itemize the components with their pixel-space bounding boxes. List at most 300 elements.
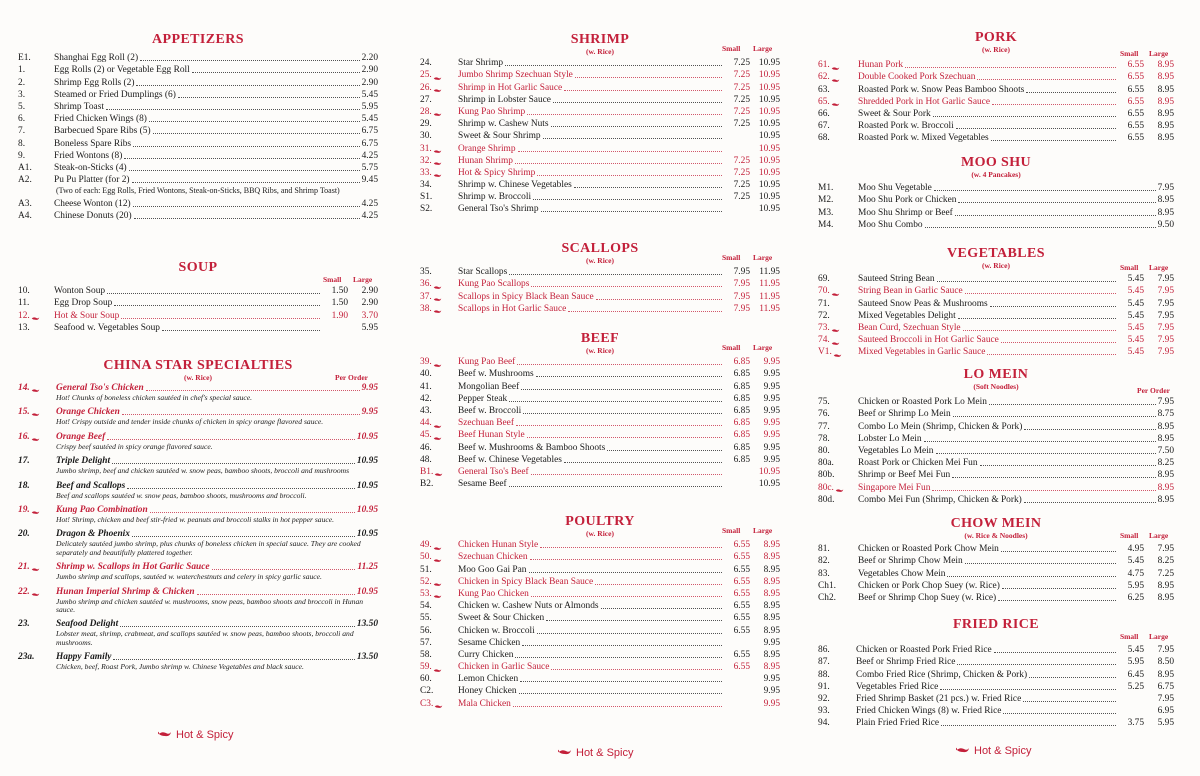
menu-item[interactable] bbox=[420, 588, 780, 600]
menu-item[interactable] bbox=[420, 94, 780, 106]
menu-item[interactable] bbox=[818, 96, 1174, 108]
item-description: Jumbo shrimp and scallops, sautéed w. waterchestnuts and celery in spicy garlic sauce. bbox=[56, 572, 322, 582]
item-number-text: 83. bbox=[818, 568, 830, 579]
large-price: 8.95 bbox=[1157, 108, 1174, 119]
pepper-icon bbox=[433, 73, 442, 78]
pepper-icon bbox=[31, 313, 40, 318]
small-price: 6.85 bbox=[733, 418, 750, 429]
menu-item[interactable] bbox=[818, 644, 1174, 656]
small-price: 7.25 bbox=[733, 180, 750, 191]
menu-item[interactable] bbox=[818, 693, 1174, 705]
section-title: CHINA STAR SPECIALTIES bbox=[103, 358, 293, 373]
sub-header bbox=[18, 373, 378, 383]
large-price: 7.95 bbox=[1157, 286, 1174, 297]
item-number bbox=[818, 59, 858, 71]
menu-item[interactable] bbox=[818, 457, 1174, 469]
menu-item[interactable] bbox=[818, 194, 1174, 206]
menu-item[interactable] bbox=[18, 89, 378, 101]
item-number bbox=[18, 310, 54, 322]
menu-item[interactable] bbox=[420, 303, 780, 315]
large-price: 10.95 bbox=[758, 180, 780, 191]
leader-dots bbox=[992, 104, 1116, 105]
item-price: 8.95 bbox=[1157, 195, 1174, 206]
large-price: 9.95 bbox=[763, 405, 780, 416]
item-number bbox=[420, 673, 458, 685]
leader-dots bbox=[947, 576, 1116, 577]
sub-header bbox=[420, 253, 780, 266]
specialty-item[interactable] bbox=[18, 505, 378, 524]
item-number-text: 3. bbox=[18, 89, 26, 100]
item-number-text: 87. bbox=[818, 657, 830, 668]
large-price: 9.95 bbox=[763, 686, 780, 697]
small-price: 6.85 bbox=[733, 369, 750, 380]
item-number-text: 1. bbox=[18, 65, 26, 76]
menu-item[interactable] bbox=[18, 113, 378, 125]
leader-dots bbox=[1029, 677, 1116, 678]
item-number-text: 61. bbox=[818, 60, 830, 71]
item-description: Hot! Shrimp, chicken and beef stir-fried w. peanuts and broccoli stalks in hot pepper sauce. bbox=[56, 515, 335, 525]
item-number bbox=[818, 207, 858, 219]
specialty-item[interactable] bbox=[18, 383, 378, 402]
menu-item[interactable] bbox=[818, 219, 1174, 231]
menu-item[interactable] bbox=[818, 580, 1174, 592]
item-name: Seafood Delight bbox=[56, 619, 119, 630]
menu-item[interactable] bbox=[818, 681, 1174, 693]
pepper-icon bbox=[433, 543, 442, 548]
menu-item[interactable] bbox=[818, 396, 1174, 408]
menu-item[interactable] bbox=[420, 563, 780, 575]
menu-item[interactable] bbox=[818, 555, 1174, 567]
item-number-text: 25. bbox=[420, 70, 432, 81]
menu-item[interactable] bbox=[420, 612, 780, 624]
small-header: Small bbox=[323, 275, 342, 284]
item-number-text: 42. bbox=[420, 393, 432, 404]
item-number-text: 41. bbox=[420, 381, 432, 392]
pepper-icon bbox=[831, 63, 840, 68]
section-subtitle: (w. Rice) bbox=[982, 45, 1010, 54]
menu-item[interactable] bbox=[18, 64, 378, 76]
item-number bbox=[818, 120, 858, 132]
menu-item[interactable] bbox=[818, 346, 1174, 358]
menu-item[interactable] bbox=[18, 76, 378, 88]
item-number bbox=[420, 368, 458, 380]
leader-dots bbox=[537, 175, 722, 176]
item-price: 9.45 bbox=[361, 175, 378, 186]
item-number-text: 38. bbox=[420, 303, 432, 314]
large-price: 10.95 bbox=[758, 466, 780, 477]
leader-dots bbox=[965, 293, 1116, 294]
menu-item[interactable] bbox=[818, 182, 1174, 194]
item-number bbox=[818, 334, 858, 346]
menu-item[interactable] bbox=[818, 83, 1174, 95]
menu-item[interactable] bbox=[818, 71, 1174, 83]
menu-item[interactable] bbox=[420, 624, 780, 636]
specialty-item[interactable] bbox=[18, 529, 378, 557]
menu-item[interactable] bbox=[420, 368, 780, 380]
leader-dots bbox=[1023, 701, 1116, 702]
menu-item[interactable] bbox=[818, 120, 1174, 132]
item-name: Combo Lo Mein (Shrimp, Chicken & Pork) bbox=[858, 421, 1023, 432]
leader-dots bbox=[941, 725, 1116, 726]
item-list bbox=[420, 266, 780, 315]
menu-item[interactable] bbox=[420, 697, 780, 709]
item-number-text: 92. bbox=[818, 693, 830, 704]
item-number-text: 20. bbox=[18, 529, 30, 540]
leader-dots bbox=[958, 202, 1155, 203]
item-name: Star Scallops bbox=[458, 267, 508, 278]
item-number bbox=[818, 693, 856, 705]
menu-item[interactable] bbox=[420, 685, 780, 697]
item-name: Vegetables Lo Mein bbox=[858, 445, 934, 456]
item-name: Szechuan Chicken bbox=[458, 552, 528, 563]
item-list bbox=[818, 273, 1174, 358]
small-price: 6.55 bbox=[1127, 60, 1144, 71]
item-number bbox=[420, 179, 458, 191]
large-price: 10.95 bbox=[758, 131, 780, 142]
item-number bbox=[420, 600, 458, 612]
item-name: Shanghai Egg Roll (2) bbox=[54, 53, 139, 64]
menu-item[interactable] bbox=[420, 155, 780, 167]
item-number-text: A3. bbox=[18, 199, 32, 210]
small-header: Small bbox=[1120, 49, 1139, 58]
menu-item[interactable] bbox=[420, 478, 780, 490]
menu-item[interactable] bbox=[18, 137, 378, 149]
menu-item[interactable] bbox=[18, 174, 378, 186]
per-order-header: Per Order bbox=[1137, 386, 1170, 395]
large-price: 8.95 bbox=[763, 601, 780, 612]
small-price: 6.55 bbox=[1127, 133, 1144, 144]
menu-item[interactable] bbox=[818, 592, 1174, 604]
menu-item[interactable] bbox=[18, 52, 378, 64]
pepper-icon bbox=[31, 386, 40, 391]
large-price: 9.95 bbox=[763, 674, 780, 685]
menu-item[interactable] bbox=[818, 108, 1174, 120]
item-price: 8.95 bbox=[1157, 470, 1174, 481]
menu-item[interactable] bbox=[818, 206, 1174, 218]
item-number-text: 17. bbox=[18, 456, 30, 467]
menu-item[interactable] bbox=[420, 81, 780, 93]
leader-dots bbox=[543, 138, 722, 139]
leader-dots bbox=[905, 67, 1116, 68]
menu-item[interactable] bbox=[420, 290, 780, 302]
lomein-section bbox=[818, 367, 1174, 506]
menu-column-1 bbox=[18, 0, 378, 776]
menu-item[interactable] bbox=[18, 162, 378, 174]
leader-dots bbox=[527, 114, 722, 115]
menu-item[interactable] bbox=[420, 106, 780, 118]
menu-item[interactable] bbox=[18, 150, 378, 162]
large-price: 8.95 bbox=[763, 564, 780, 575]
menu-item[interactable] bbox=[818, 322, 1174, 334]
item-price: 4.25 bbox=[361, 150, 378, 161]
menu-item[interactable] bbox=[420, 203, 780, 215]
large-price: 9.95 bbox=[763, 418, 780, 429]
item-number-text: 54. bbox=[420, 601, 432, 612]
item-number-text: 46. bbox=[420, 442, 432, 453]
item-number bbox=[420, 576, 458, 588]
item-number-text: Ch2. bbox=[818, 592, 836, 603]
menu-item[interactable] bbox=[420, 179, 780, 191]
item-number bbox=[818, 580, 858, 592]
large-price: 7.95 bbox=[1157, 347, 1174, 358]
item-number bbox=[818, 285, 858, 297]
large-price: 8.95 bbox=[763, 576, 780, 587]
item-number-text: 75. bbox=[818, 397, 830, 408]
large-price: 8.95 bbox=[763, 588, 780, 599]
menu-item[interactable] bbox=[420, 191, 780, 203]
section-subtitle: (Soft Noodles) bbox=[973, 382, 1019, 391]
item-name: Pepper Steak bbox=[458, 393, 508, 404]
menu-item[interactable] bbox=[818, 543, 1174, 555]
pepper-icon bbox=[433, 146, 442, 151]
specialty-item[interactable] bbox=[18, 562, 378, 581]
small-price: 6.45 bbox=[1127, 669, 1144, 680]
item-number bbox=[18, 210, 54, 222]
menu-item[interactable] bbox=[818, 445, 1174, 457]
menu-item[interactable] bbox=[818, 469, 1174, 481]
section-title: SOUP bbox=[178, 260, 218, 275]
menu-item[interactable] bbox=[818, 273, 1174, 285]
menu-item[interactable] bbox=[818, 656, 1174, 668]
item-number bbox=[18, 64, 54, 76]
leader-dots bbox=[513, 706, 722, 707]
item-price: 7.95 bbox=[1157, 397, 1174, 408]
menu-item[interactable] bbox=[420, 673, 780, 685]
menu-item[interactable] bbox=[420, 405, 780, 417]
small-price: 6.55 bbox=[733, 662, 750, 673]
item-number bbox=[18, 138, 54, 150]
item-number bbox=[420, 69, 458, 81]
menu-item[interactable] bbox=[420, 167, 780, 179]
item-number-text: 82. bbox=[818, 556, 830, 567]
pepper-icon bbox=[158, 729, 172, 741]
item-name: Scallops in Spicy Black Bean Sauce bbox=[458, 291, 594, 302]
menu-item[interactable] bbox=[420, 130, 780, 142]
menu-item[interactable] bbox=[818, 717, 1174, 729]
item-price: 10.95 bbox=[356, 505, 378, 516]
chowmein-section bbox=[818, 516, 1174, 604]
menu-item[interactable] bbox=[818, 285, 1174, 297]
menu-item[interactable] bbox=[818, 567, 1174, 579]
item-number bbox=[818, 346, 858, 358]
small-header: Small bbox=[1120, 263, 1139, 272]
menu-item[interactable] bbox=[818, 59, 1174, 71]
item-price: 6.75 bbox=[361, 126, 378, 137]
menu-item[interactable] bbox=[818, 297, 1174, 309]
large-price: 10.95 bbox=[758, 143, 780, 154]
leader-dots bbox=[120, 626, 355, 627]
specialty-item[interactable] bbox=[18, 456, 378, 475]
specialty-item[interactable] bbox=[18, 619, 378, 647]
item-number bbox=[818, 681, 856, 693]
item-name: Moo Shu Shrimp or Beef bbox=[858, 207, 953, 218]
item-number-text: 2. bbox=[18, 77, 26, 88]
menu-item[interactable] bbox=[420, 417, 780, 429]
large-price: 11.95 bbox=[759, 291, 780, 302]
item-description: Jumbo shrimp and chicken sautéed w. mushrooms, snow peas, bamboo shoots and broccoli in Hunan sauce. bbox=[56, 596, 364, 615]
item-name: Sweet & Sour Shrimp bbox=[458, 131, 541, 142]
menu-item[interactable] bbox=[818, 481, 1174, 493]
section-subtitle: (w. Rice) bbox=[586, 346, 614, 355]
menu-item[interactable] bbox=[18, 297, 378, 309]
menu-item[interactable] bbox=[18, 101, 378, 113]
menu-item[interactable] bbox=[420, 576, 780, 588]
menu-item[interactable] bbox=[420, 69, 780, 81]
specialty-item[interactable] bbox=[18, 587, 378, 615]
pepper-icon bbox=[31, 508, 40, 513]
item-name: String Bean in Garlic Sauce bbox=[858, 286, 963, 297]
item-number-text: 52. bbox=[420, 576, 432, 587]
leader-dots bbox=[1001, 551, 1116, 552]
item-number bbox=[420, 303, 458, 315]
small-price: 5.45 bbox=[1127, 286, 1144, 297]
item-number-text: 9. bbox=[18, 150, 26, 161]
menu-item[interactable] bbox=[420, 551, 780, 563]
menu-item[interactable] bbox=[818, 433, 1174, 445]
specialty-item[interactable] bbox=[18, 481, 378, 500]
menu-item[interactable] bbox=[420, 356, 780, 368]
menu-item[interactable] bbox=[420, 539, 780, 551]
leader-dots bbox=[1003, 713, 1116, 714]
leader-dots bbox=[925, 227, 1156, 228]
specialty-item[interactable] bbox=[18, 432, 378, 451]
leader-dots bbox=[192, 72, 360, 73]
menu-item[interactable] bbox=[818, 408, 1174, 420]
specialty-item[interactable] bbox=[18, 652, 378, 671]
leader-dots bbox=[937, 281, 1116, 282]
small-price: 5.45 bbox=[1127, 645, 1144, 656]
leader-dots bbox=[178, 97, 360, 98]
vegetables-section bbox=[818, 246, 1174, 358]
menu-item[interactable] bbox=[420, 600, 780, 612]
large-price: 10.95 bbox=[758, 119, 780, 130]
menu-item[interactable] bbox=[420, 637, 780, 649]
item-number bbox=[818, 84, 858, 96]
item-number-text: 71. bbox=[818, 298, 830, 309]
small-price: 6.55 bbox=[1127, 108, 1144, 119]
menu-item[interactable] bbox=[420, 441, 780, 453]
item-number-text: 80d. bbox=[818, 494, 835, 505]
hot-spicy-legend bbox=[158, 729, 233, 741]
leader-dots bbox=[515, 163, 722, 164]
small-header: Small bbox=[722, 253, 741, 262]
large-price: 10.95 bbox=[758, 70, 780, 81]
item-number-text: M4. bbox=[818, 219, 834, 230]
item-number bbox=[420, 393, 458, 405]
small-price: 7.95 bbox=[733, 303, 750, 314]
menu-item[interactable] bbox=[818, 132, 1174, 144]
pepper-icon bbox=[433, 158, 442, 163]
item-number bbox=[818, 396, 858, 408]
friedrice-section bbox=[818, 617, 1174, 729]
leader-dots bbox=[124, 158, 359, 159]
menu-item[interactable] bbox=[420, 393, 780, 405]
item-number bbox=[18, 529, 56, 540]
menu-item[interactable] bbox=[18, 309, 378, 321]
menu-item[interactable] bbox=[420, 380, 780, 392]
small-price: 5.45 bbox=[1127, 322, 1144, 333]
item-number bbox=[420, 291, 458, 303]
large-price: 8.50 bbox=[1157, 657, 1174, 668]
menu-item[interactable] bbox=[420, 57, 780, 69]
menu-item[interactable] bbox=[420, 118, 780, 130]
item-number bbox=[18, 562, 56, 573]
small-price: 7.25 bbox=[733, 70, 750, 81]
item-name: Shrimp Toast bbox=[54, 101, 104, 112]
item-name: Kung Pao Chicken bbox=[458, 588, 529, 599]
pepper-icon bbox=[831, 325, 840, 330]
item-name: Beef w. Broccoli bbox=[458, 405, 522, 416]
pepper-icon bbox=[956, 745, 970, 757]
item-name: General Tso's Beef bbox=[458, 466, 529, 477]
leader-dots bbox=[122, 414, 360, 415]
menu-item[interactable] bbox=[18, 322, 378, 334]
menu-item[interactable] bbox=[818, 668, 1174, 680]
specialty-item[interactable] bbox=[18, 407, 378, 426]
large-price: 9.95 bbox=[763, 393, 780, 404]
menu-item[interactable] bbox=[818, 420, 1174, 432]
menu-item[interactable] bbox=[818, 334, 1174, 346]
item-number bbox=[818, 717, 856, 729]
small-price: 6.85 bbox=[733, 442, 750, 453]
menu-item[interactable] bbox=[420, 429, 780, 441]
menu-item[interactable] bbox=[420, 142, 780, 154]
menu-item[interactable] bbox=[420, 266, 780, 278]
pepper-icon bbox=[433, 170, 442, 175]
menu-item[interactable] bbox=[18, 285, 378, 297]
leader-dots bbox=[197, 594, 355, 595]
menu-item[interactable] bbox=[818, 494, 1174, 506]
menu-item[interactable] bbox=[420, 278, 780, 290]
small-price: 6.55 bbox=[1127, 84, 1144, 95]
menu-item[interactable] bbox=[18, 125, 378, 137]
large-header: Large bbox=[1149, 49, 1169, 58]
menu-item[interactable] bbox=[420, 649, 780, 661]
small-price: 5.25 bbox=[1127, 681, 1144, 692]
menu-item[interactable] bbox=[18, 198, 378, 210]
item-name: Orange Beef bbox=[56, 431, 106, 442]
small-price: 6.85 bbox=[733, 430, 750, 441]
item-name: Kung Pao Shrimp bbox=[458, 106, 526, 117]
item-number-text: 16. bbox=[18, 431, 30, 442]
large-header: Large bbox=[753, 44, 773, 53]
item-price: 8.95 bbox=[1157, 482, 1174, 493]
item-number bbox=[818, 273, 858, 285]
item-price: 5.45 bbox=[361, 114, 378, 125]
menu-item[interactable] bbox=[420, 454, 780, 466]
menu-item[interactable] bbox=[420, 466, 780, 478]
large-price: 9.95 bbox=[763, 637, 780, 648]
leader-dots bbox=[521, 389, 722, 390]
small-price: 7.25 bbox=[733, 58, 750, 69]
item-name: Boneless Spare Ribs bbox=[54, 138, 132, 149]
menu-item[interactable] bbox=[420, 661, 780, 673]
item-name: Wonton Soup bbox=[54, 286, 106, 297]
small-price: 6.55 bbox=[733, 564, 750, 575]
leader-dots bbox=[150, 512, 355, 513]
menu-item[interactable] bbox=[818, 310, 1174, 322]
large-header: Large bbox=[1149, 263, 1169, 272]
menu-item[interactable] bbox=[18, 210, 378, 222]
item-number bbox=[420, 539, 458, 551]
item-number bbox=[420, 167, 458, 179]
item-number bbox=[818, 182, 858, 194]
menu-item[interactable] bbox=[818, 705, 1174, 717]
item-list bbox=[18, 198, 378, 222]
item-description: Lobster meat, shrimp, crabmeat, and scallops sautéed w. snow peas, bamboo shoots, broccoli and mushrooms. bbox=[56, 629, 354, 647]
item-number bbox=[420, 130, 458, 142]
small-price: 4.75 bbox=[1127, 568, 1144, 579]
